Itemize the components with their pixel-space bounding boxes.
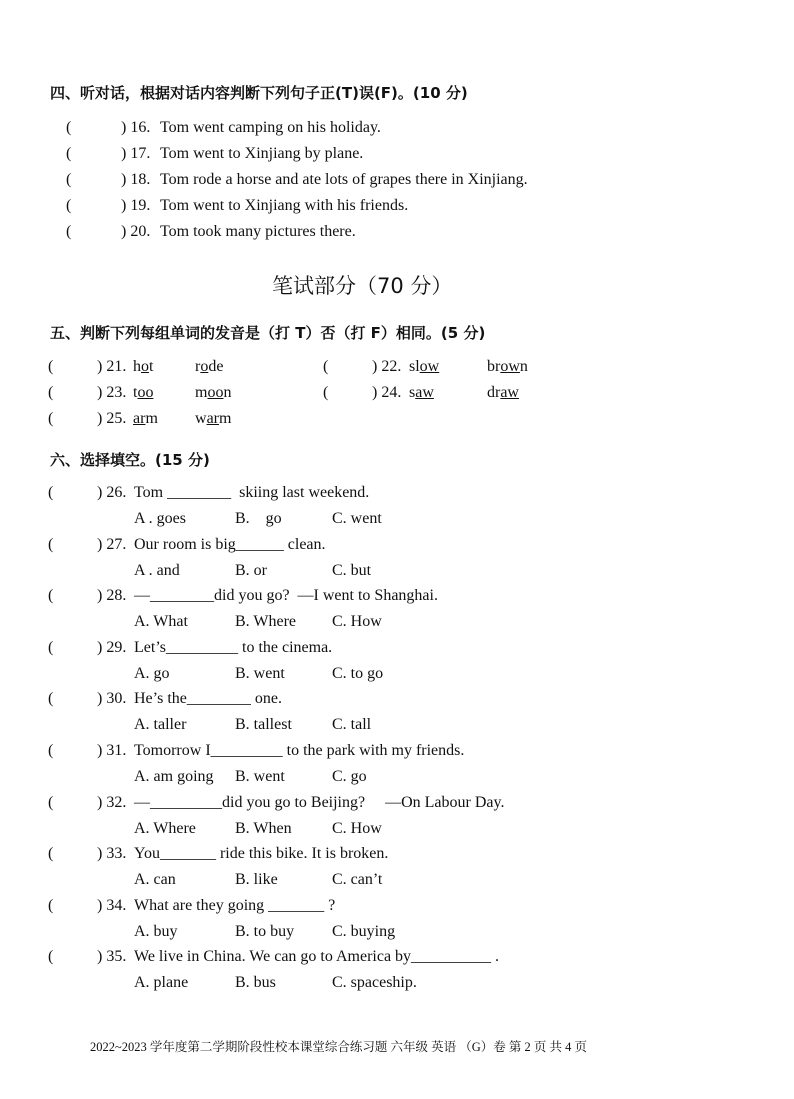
option-b: B. Where [235,613,297,631]
word-1 [409,384,434,402]
word-part: t [133,384,138,401]
answer-paren-open[interactable]: ( [48,410,54,427]
question-number: ) 18. [121,171,151,188]
question-number: ) 30. [97,690,127,708]
option-a: A. can [134,871,176,889]
word-part: br [487,358,501,375]
question-number: ) 21. [97,358,127,375]
section-4-heading: 四、听对话，根据对话内容判断下列句子正(T)误(F)。(10 分) [50,84,468,102]
question-number: ) 31. [97,742,127,759]
word-part: m [145,410,158,427]
word-underlined-part: oo [137,384,154,401]
option-a: A . goes [134,510,186,527]
answer-paren-open[interactable]: ( [66,119,72,136]
word-underlined-part: ar [133,410,146,427]
option-c: C. went [332,510,382,527]
question-number: ) 23. [97,384,127,401]
answer-paren-open[interactable]: ( [48,535,54,553]
option-b: B. went [235,664,285,682]
answer-paren-open[interactable]: ( [66,145,72,162]
option-a: A. taller [134,716,187,734]
answer-paren-open[interactable]: ( [48,845,54,863]
answer-paren-open[interactable]: ( [48,484,54,501]
answer-paren-open[interactable]: ( [48,384,54,401]
answer-paren-open[interactable]: ( [48,690,54,708]
answer-paren-open[interactable]: ( [48,896,54,914]
option-b: B. bus [235,974,276,992]
word-underlined-part: ow [419,358,440,375]
question-number: ) 27. [97,535,127,553]
question-number: ) 17. [121,145,151,162]
question-stem: Tomorrow I_________ to the park with my friends. [134,742,465,759]
question-number: ) 26. [97,484,127,501]
question-number: ) 24. [372,384,402,401]
word-1 [409,358,439,376]
option-c: C. can’t [332,871,383,889]
question-stem: Our room is big______ clean. [134,535,326,553]
word-2 [487,384,519,402]
question-stem: —_________did you go to Beijing? —On Labour Day. [134,793,505,811]
word-part: dr [487,384,501,401]
answer-paren-open[interactable]: ( [323,384,329,401]
question-text: Tom went camping on his holiday. [160,119,381,136]
section-6-heading: 六、选择填空。(15 分) [50,451,210,469]
word-part: sl [409,358,420,375]
question-number: ) 33. [97,845,127,863]
option-b: B. go [235,510,282,527]
word-part: n [223,384,232,401]
word-underlined-part: ow [500,358,520,375]
question-text: Tom took many pictures there. [160,223,356,240]
option-b: B. to buy [235,922,295,940]
word-1 [133,410,158,428]
question-number: ) 28. [97,587,127,605]
section-5-heading: 五、判断下列每组单词的发音是（打 T）否（打 F）相同。(5 分) [50,324,486,342]
question-text: Tom went to Xinjiang with his friends. [160,197,409,214]
word-2 [195,358,223,376]
answer-paren-open[interactable]: ( [66,171,72,188]
question-text: Tom went to Xinjiang by plane. [160,145,364,162]
word-part: w [195,410,207,427]
option-c: C. spaceship. [332,974,417,992]
question-stem: —________did you go? —I went to Shanghai. [134,587,438,605]
word-part: m [219,410,232,427]
option-a: A. buy [134,922,178,940]
question-number: ) 20. [121,223,151,240]
answer-paren-open[interactable]: ( [66,197,72,214]
question-text: Tom rode a horse and ate lots of grapes there in Xinjiang. [160,171,528,188]
word-1 [133,358,153,376]
option-b: B. tallest [235,716,292,734]
option-c: C. tall [332,716,372,734]
question-stem: Tom ________ skiing last weekend. [134,484,370,501]
option-a: A. am going [134,768,214,785]
answer-paren-open[interactable]: ( [48,638,54,656]
option-a: A. go [134,664,170,682]
word-part: h [133,358,141,375]
word-1 [133,384,153,402]
question-number: ) 25. [97,410,127,427]
option-c: C. but [332,561,372,579]
word-underlined-part: aw [415,384,434,401]
option-a: A . and [134,561,180,579]
word-part: m [195,384,208,401]
option-c: C. to go [332,664,384,682]
option-a: A. plane [134,974,189,992]
answer-paren-open[interactable]: ( [48,742,54,759]
question-stem: Let’s_________ to the cinema. [134,638,333,656]
question-number: ) 29. [97,638,127,656]
answer-paren-open[interactable]: ( [48,358,54,375]
answer-paren-open[interactable]: ( [66,223,72,240]
question-stem: We live in China. We can go to America by__________ . [134,948,500,966]
question-stem: What are they going _______ ? [134,896,336,914]
question-number: ) 22. [372,358,402,375]
word-underlined-part: oo [207,384,224,401]
option-a: A. What [134,613,188,631]
word-underlined-part: o [141,358,149,375]
question-number: ) 16. [121,119,151,136]
question-number: ) 19. [121,197,151,214]
answer-paren-open[interactable]: ( [48,587,54,605]
word-2 [195,410,231,428]
word-part: s [409,384,416,401]
option-a: A. Where [134,819,196,837]
question-number: ) 34. [97,896,127,914]
option-c: C. go [332,768,367,785]
question-stem: He’s the________ one. [134,690,282,708]
word-part: n [519,358,528,375]
word-underlined-part: ar [206,410,219,427]
word-underlined-part: aw [500,384,519,401]
option-c: C. How [332,613,382,631]
option-c: C. buying [332,922,396,940]
question-stem: You_______ ride this bike. It is broken. [134,845,389,863]
word-part: t [149,358,154,375]
word-underlined-part: o [200,358,209,375]
word-2 [487,358,528,376]
option-c: C. How [332,819,382,837]
word-part: de [208,358,224,375]
page-footer: 2022~2023 学年度第二学期阶段性校本课堂综合练习题 六年级 英语 （G）卷 第 2 页 共 4 页 [90,1040,588,1054]
answer-paren-open[interactable]: ( [48,948,54,966]
word-2 [195,384,231,402]
option-b: B. or [235,561,267,579]
answer-paren-open[interactable]: ( [48,793,54,811]
question-number: ) 35. [97,948,127,966]
written-part-title: 笔试部分（70 分） [272,274,453,298]
option-b: B. When [235,819,292,837]
option-b: B. went [235,768,285,785]
answer-paren-open[interactable]: ( [323,358,329,375]
option-b: B. like [235,871,278,889]
question-number: ) 32. [97,793,127,811]
word-part: r [195,358,201,375]
